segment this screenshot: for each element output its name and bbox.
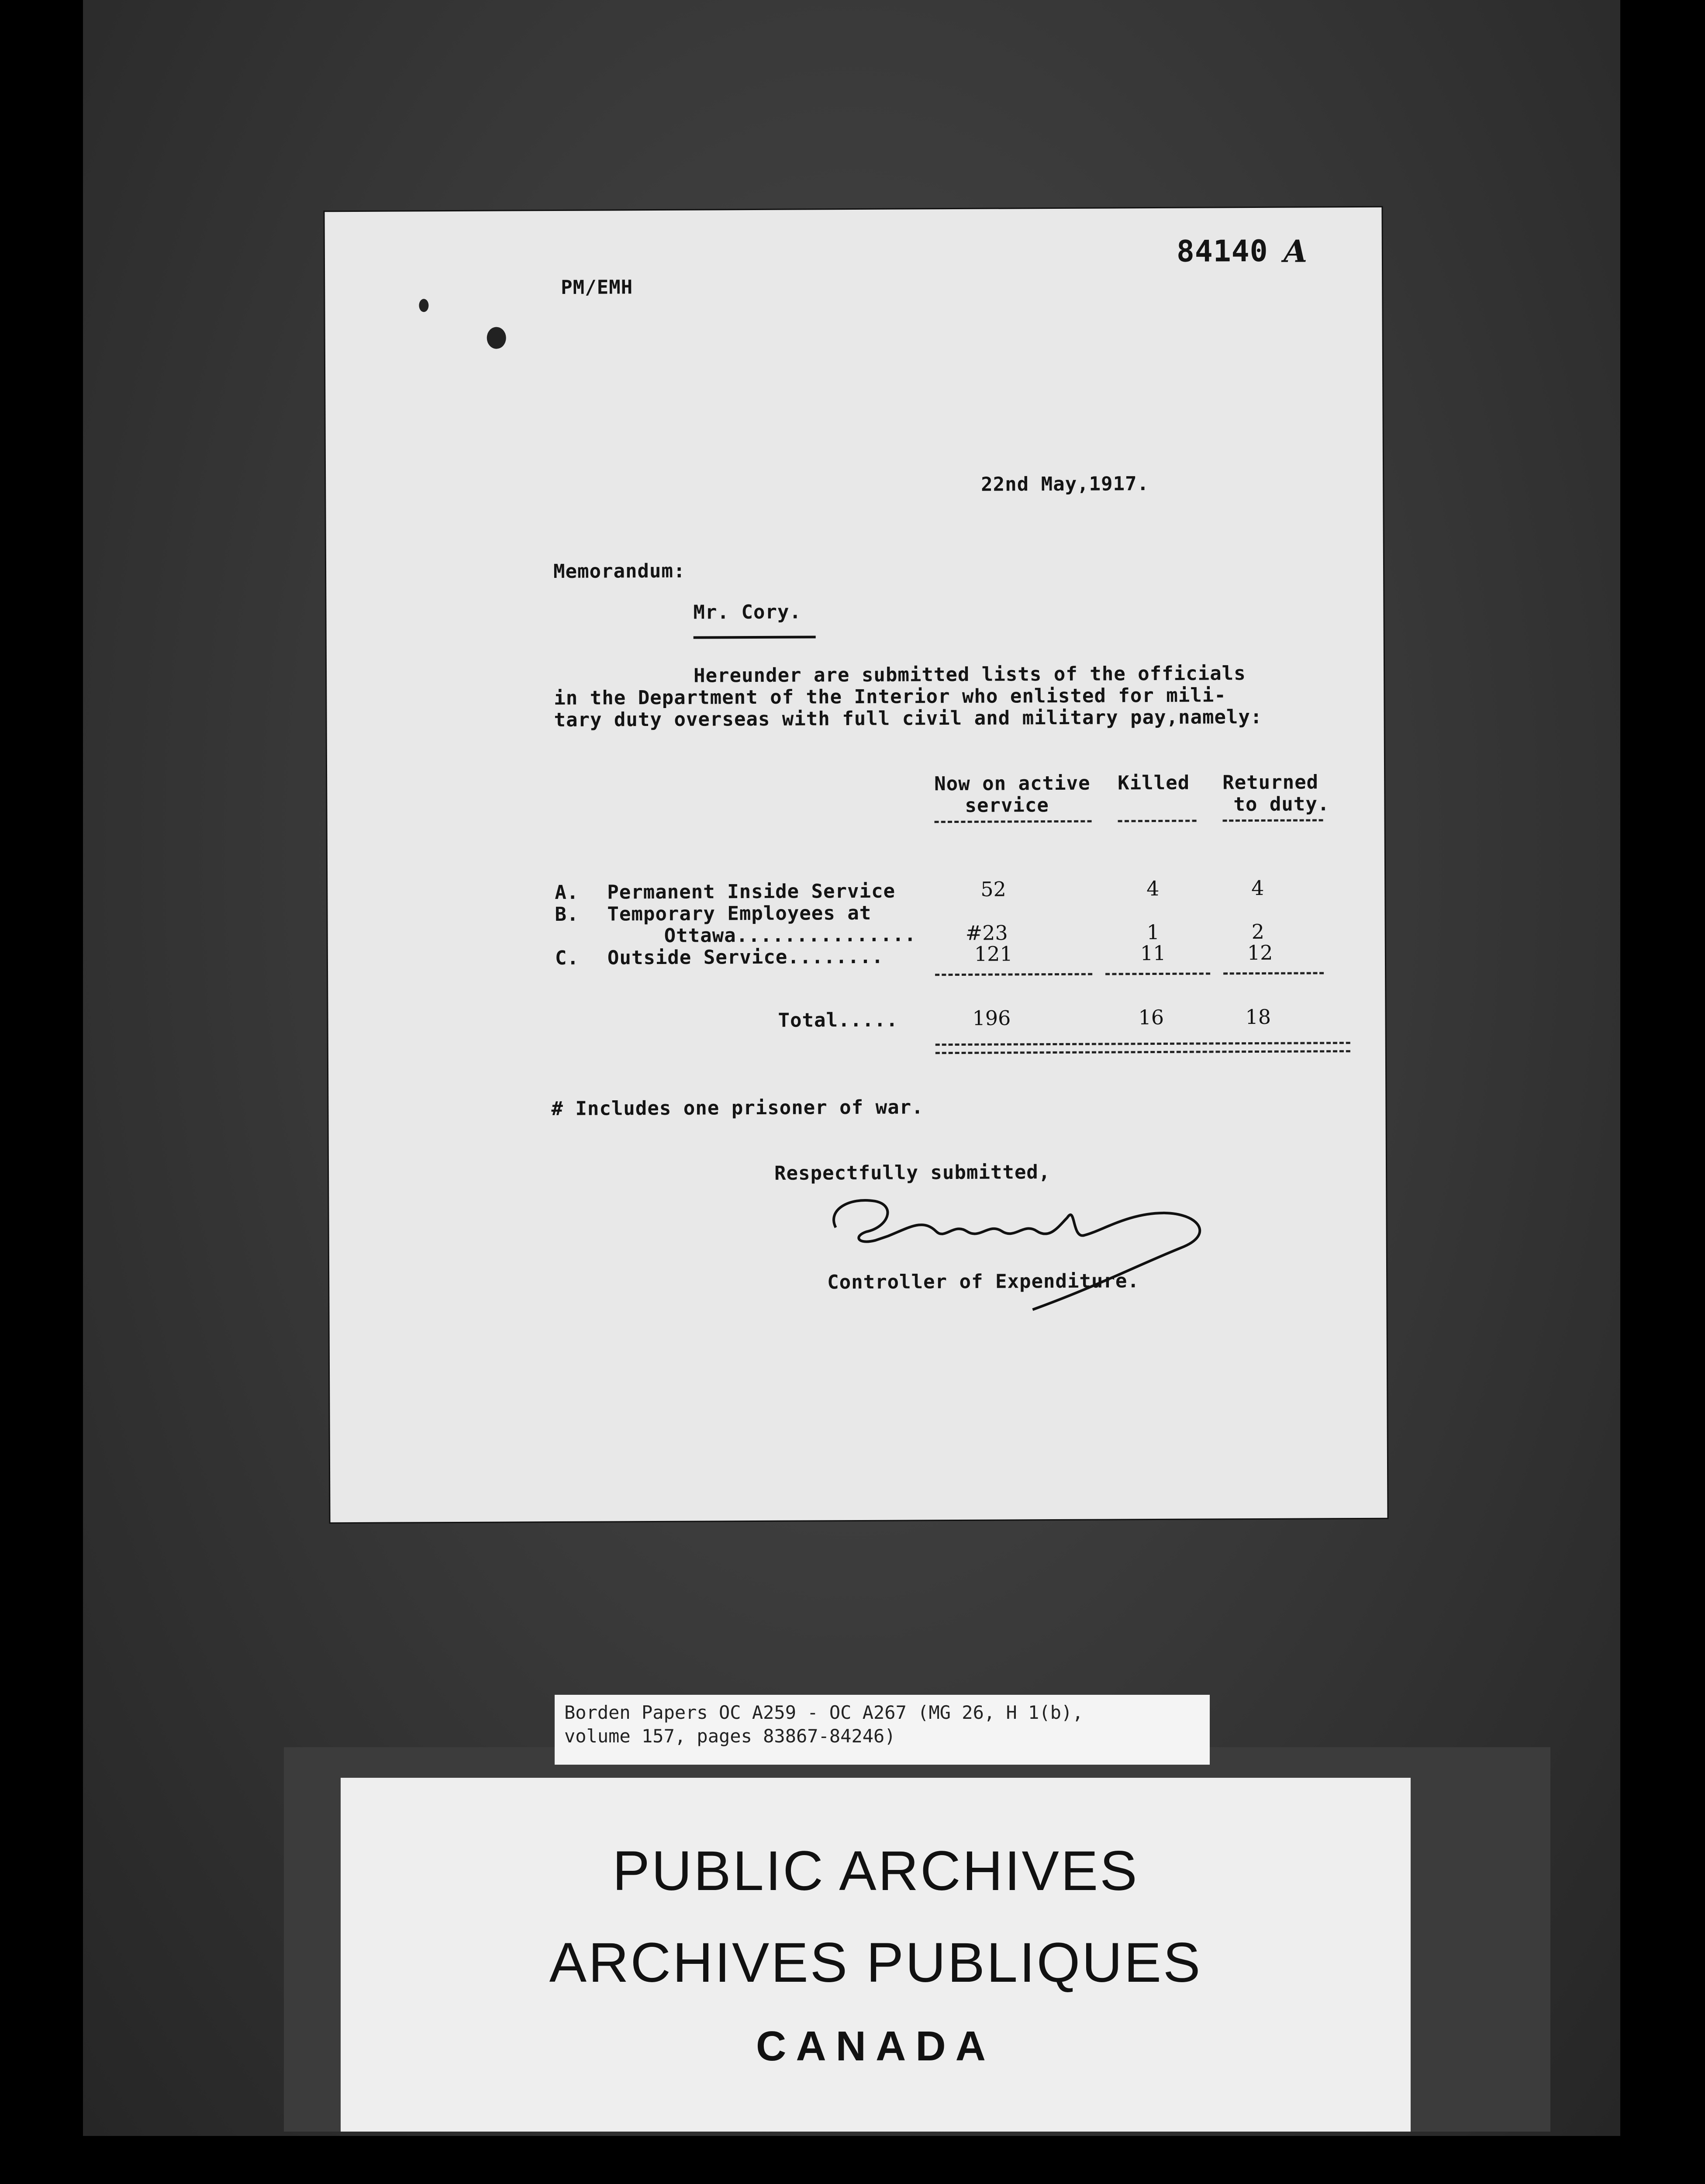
subtotal-rule — [935, 973, 1092, 976]
page-number: 84140 — [1176, 234, 1268, 269]
closing: Respectfully submitted, — [774, 1161, 1051, 1185]
body-line-3: tary duty overseas with full civil and military pay,namely: — [554, 705, 1263, 732]
row-b-returned: 2 — [1251, 919, 1265, 944]
row-c-letter: C. — [555, 947, 580, 970]
total-returned: 18 — [1245, 1005, 1271, 1029]
column-header-returned: Returned — [1222, 771, 1319, 794]
row-b-label-2: Ottawa............... — [664, 923, 917, 947]
row-c-killed: 11 — [1140, 941, 1166, 965]
row-a-label: Permanent Inside Service — [607, 880, 896, 904]
archive-label — [341, 1778, 1411, 2132]
row-b-letter: B. — [555, 903, 579, 926]
signer-title: Controller of Expenditure. — [827, 1270, 1140, 1294]
date: 22nd May,1917. — [981, 473, 1149, 496]
row-a-letter: A. — [555, 881, 579, 904]
signature — [822, 1186, 1260, 1319]
footnote: # Includes one prisoner of war. — [551, 1096, 924, 1120]
body-line-1: Hereunder are submitted lists of the officials — [693, 662, 1246, 687]
row-c-active: 121 — [974, 942, 1013, 966]
initials: PM/EMH — [561, 276, 633, 299]
total-active: 196 — [972, 1006, 1011, 1030]
archive-label-line-2: ARCHIVES PUBLIQUES — [549, 1932, 1202, 1994]
row-a-active: 52 — [980, 877, 1006, 901]
row-b-active: #23 — [965, 921, 1008, 945]
column-header-active: Now on active — [934, 772, 1091, 795]
subtotal-rule — [1105, 972, 1210, 975]
column-header-active-2: service — [965, 794, 1049, 817]
row-a-killed: 4 — [1146, 876, 1160, 901]
row-b-killed: 1 — [1146, 920, 1160, 944]
addressee-underline — [694, 636, 816, 639]
header-rule — [1223, 819, 1323, 822]
archive-label-line-1: PUBLIC ARCHIVES — [612, 1840, 1139, 1902]
memorandum-sheet — [324, 207, 1387, 1523]
addressee: Mr. Cory. — [693, 601, 802, 624]
row-c-returned: 12 — [1247, 940, 1273, 965]
header-rule — [1118, 820, 1197, 822]
archive-label-line-3: CANADA — [756, 2023, 995, 2070]
row-c-label: Outside Service........ — [607, 945, 884, 969]
row-b-label: Temporary Employees at — [607, 902, 872, 926]
memo-heading: Memorandum: — [553, 560, 686, 583]
archive-reference-line-2: volume 157, pages 83867-84246) — [564, 1725, 896, 1747]
archive-reference-slip — [555, 1695, 1210, 1765]
column-header-killed: Killed — [1118, 771, 1190, 795]
archive-reference-line-1: Borden Papers OC A259 - OC A267 (MG 26, H 1(b), — [564, 1702, 1084, 1723]
header-rule — [935, 820, 1092, 823]
total-double-rule — [935, 1042, 1350, 1054]
page-suffix: A — [1283, 233, 1308, 270]
column-header-returned-2: to duty. — [1233, 793, 1330, 816]
punch-mark — [487, 327, 506, 349]
punch-mark — [419, 299, 428, 312]
total-label: Total..... — [778, 1009, 898, 1032]
subtotal-rule — [1223, 972, 1324, 975]
row-a-returned: 4 — [1251, 876, 1264, 900]
body-line-2: in the Department of the Interior who enlisted for mili- — [554, 684, 1226, 710]
total-killed: 16 — [1138, 1005, 1164, 1030]
